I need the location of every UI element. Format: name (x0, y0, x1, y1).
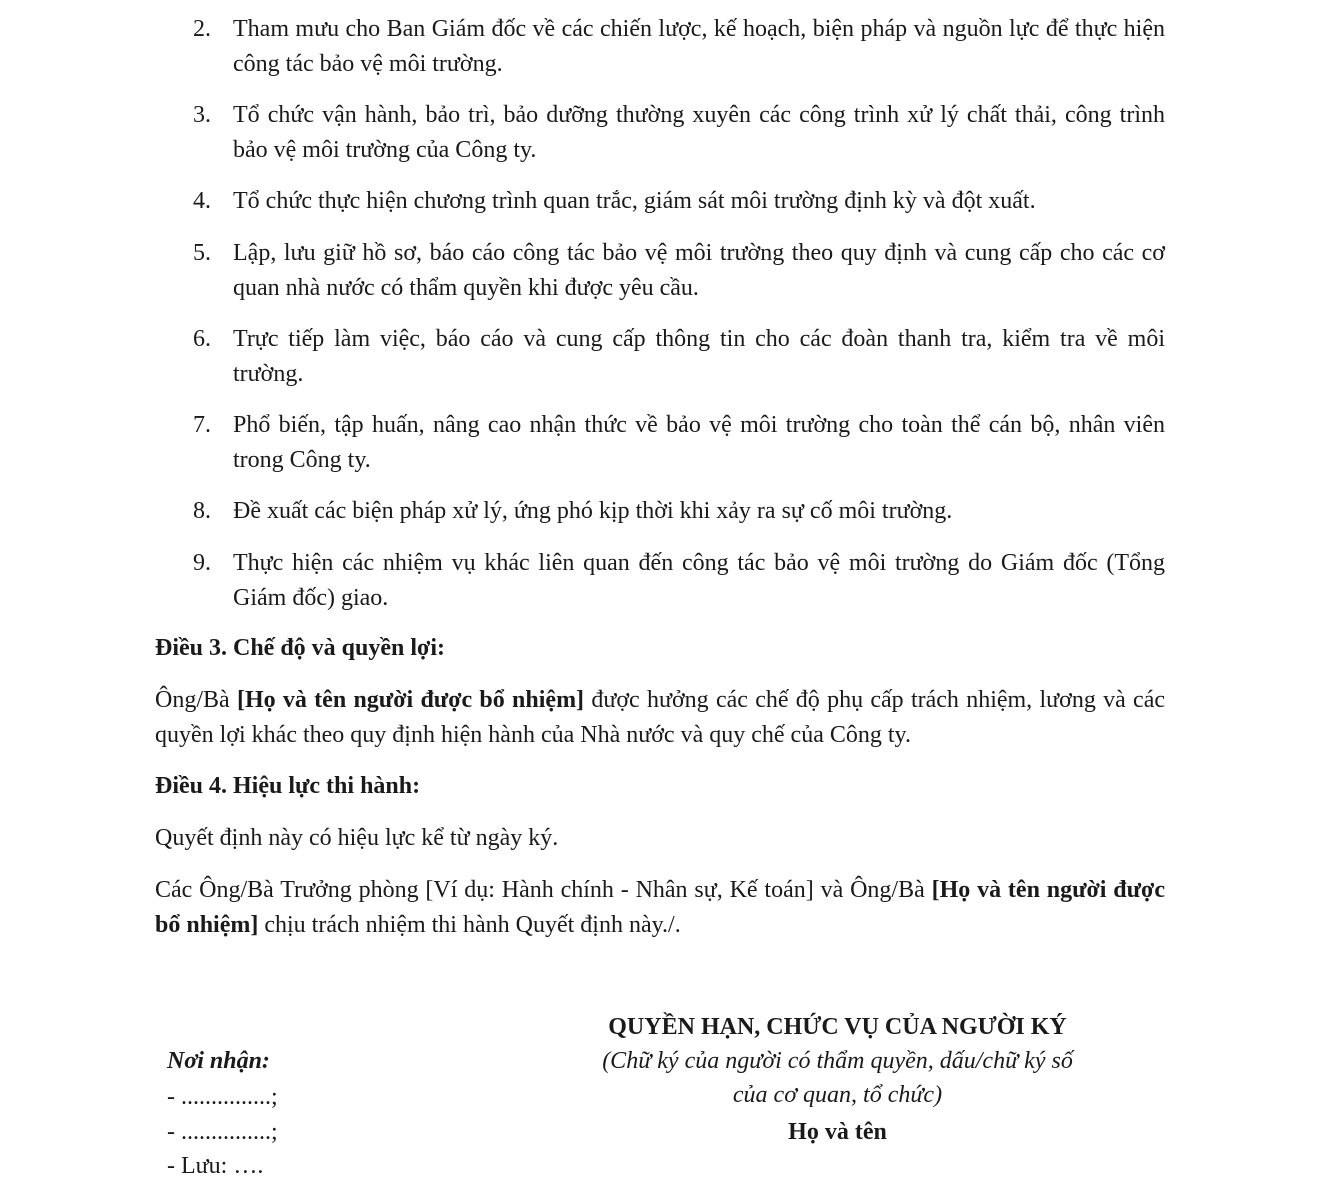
list-item-text: Trực tiếp làm việc, báo cáo và cung cấp thông tin cho các đoàn thanh tra, kiểm tra về môi trường. (233, 326, 1165, 387)
list-item-text: Lập, lưu giữ hồ sơ, báo cáo công tác bảo vệ môi trường theo quy định và cung cấp cho các cơ quan nhà nước có thẩm quyền khi được yêu cầu. (233, 240, 1165, 301)
article-4-text-c: chịu trách nhiệm thi hành Quyết định này./. (258, 911, 681, 938)
list-item (193, 546, 1165, 615)
list-item (193, 98, 1165, 167)
article-4-text-a: Các Ông/Bà Trưởng phòng [Ví dụ: Hành chính - Nhân sự, Kế toán] và Ông/Bà (155, 877, 932, 903)
recipients-label: Nơi nhận: (167, 1048, 270, 1074)
appointee-placeholder: [Họ và tên người được bổ nhiệm] (236, 687, 585, 713)
list-item (193, 408, 1165, 477)
list-item-number: 6. (193, 326, 211, 352)
list-item-text: Đề xuất các biện pháp xử lý, ứng phó kịp thời khi xảy ra sự cố môi trường. (233, 498, 953, 524)
list-item-text: Phổ biến, tập huấn, nâng cao nhận thức về bảo vệ môi trường cho toàn thể cán bộ, nhân viên trong Công ty. (233, 412, 1165, 473)
recipient-line: - ...............; (167, 1084, 278, 1110)
list-item (193, 236, 1165, 305)
article-4-heading: Điều 4. Hiệu lực thi hành: (155, 773, 421, 799)
list-item (193, 12, 1165, 81)
list-item (193, 322, 1165, 391)
list-item-text: Tổ chức vận hành, bảo trì, bảo dưỡng thường xuyên các công trình xử lý chất thải, công trình bảo vệ môi trường của Công ty. (233, 102, 1165, 163)
signature-note-line-2: của cơ quan, tổ chức) (732, 1082, 943, 1108)
article-3-text-a: Ông/Bà (155, 687, 237, 713)
article-4-paragraph-2 (155, 873, 1165, 942)
signer-title: QUYỀN HẠN, CHỨC VỤ CỦA NGƯỜI KÝ (608, 1014, 1067, 1040)
list-item-number: 8. (193, 498, 211, 524)
list-item (193, 184, 1165, 219)
list-item-number: 7. (193, 412, 211, 438)
list-item-text: Thực hiện các nhiệm vụ khác liên quan đến công tác bảo vệ môi trường do Giám đốc (Tổng Giám đốc) giao. (233, 550, 1165, 611)
list-item-text: Tham mưu cho Ban Giám đốc về các chiến lược, kế hoạch, biện pháp và nguồn lực để thực hiện công tác bảo vệ môi trường. (233, 16, 1165, 77)
article-3-text-c: được hưởng các chế độ phụ cấp trách nhiệm, lương và các quyền lợi khác theo quy định hiện hành của Nhà nước và quy chế của Công ty. (155, 687, 1166, 748)
article-4-paragraph-1: Quyết định này có hiệu lực kể từ ngày ký. (155, 825, 559, 851)
recipient-line: - ...............; (167, 1119, 278, 1145)
list-item-number: 5. (193, 240, 211, 266)
list-item-number: 4. (193, 188, 211, 214)
signer-name: Họ và tên (788, 1119, 887, 1145)
article-3-heading: Điều 3. Chế độ và quyền lợi: (155, 635, 445, 661)
recipient-line: - Lưu: …. (167, 1153, 264, 1179)
list-item-number: 2. (193, 16, 211, 42)
list-item-number: 9. (193, 550, 211, 576)
list-item-number: 3. (193, 102, 211, 128)
list-item (193, 494, 1165, 529)
appointee-placeholder: [Họ và tên người được bổ nhiệm] (155, 877, 1165, 938)
article-3-paragraph (155, 683, 1165, 752)
signature-note (530, 1044, 1145, 1112)
signature-note-line-1: (Chữ ký của người có thẩm quyền, dấu/chữ ký số (602, 1048, 1073, 1074)
list-item-text: Tổ chức thực hiện chương trình quan trắc, giám sát môi trường định kỳ và đột xuất. (233, 188, 1036, 214)
